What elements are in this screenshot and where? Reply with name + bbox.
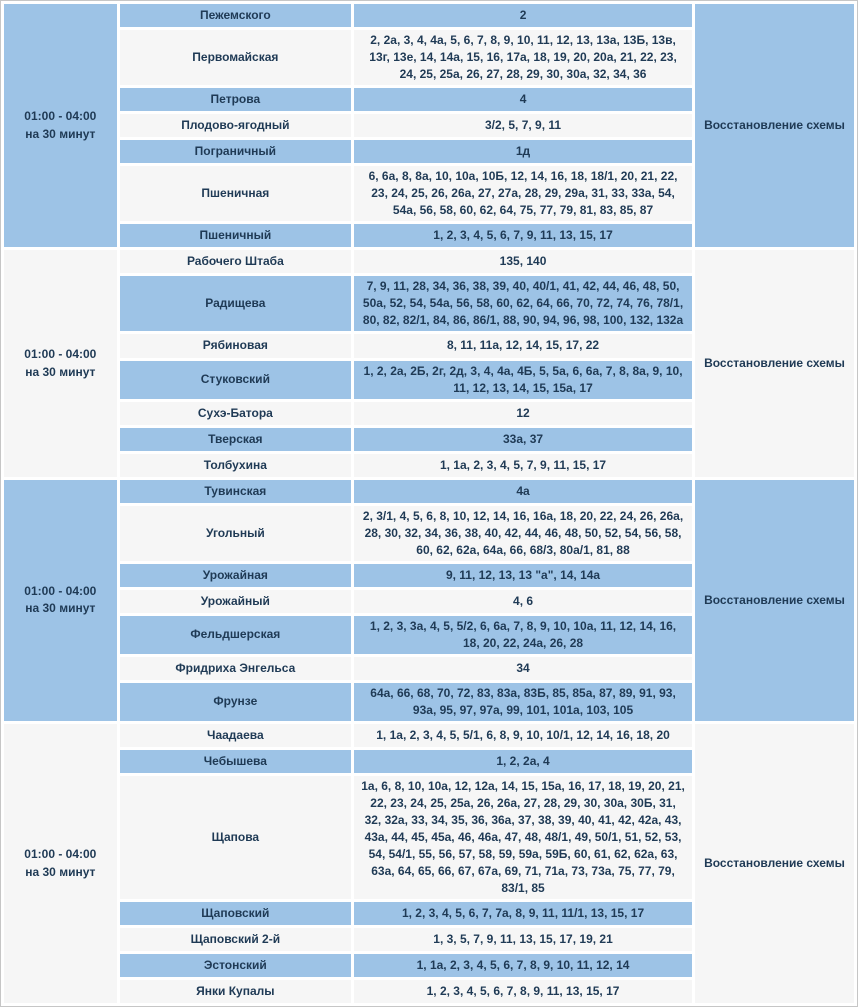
street-cell: Плодово-ягодный xyxy=(120,114,351,137)
houses-cell: 1, 2, 3, 4, 5, 6, 7, 8, 9, 11, 13, 15, 17 xyxy=(354,980,692,1003)
street-cell: Толбухина xyxy=(120,454,351,477)
houses-cell: 64а, 66, 68, 70, 72, 83, 83а, 83Б, 85, 85а, 87, 89, 91, 93, 93а, 95, 97, 97а, 99, 101, 101а, 103, 105 xyxy=(354,683,692,721)
houses-cell: 135, 140 xyxy=(354,250,692,273)
street-cell: Эстонский xyxy=(120,954,351,977)
street-cell: Щапова xyxy=(120,776,351,899)
table-row xyxy=(4,724,854,747)
street-cell: Янки Купалы xyxy=(120,980,351,1003)
time-duration: на 30 минут xyxy=(25,864,96,879)
time-cell xyxy=(4,250,117,476)
houses-cell: 1, 2, 2а, 2Б, 2г, 2д, 3, 4, 4а, 4Б, 5, 5а, 6, 6а, 7, 8, 8а, 9, 10, 11, 12, 13, 14, 15, 15а, 17 xyxy=(354,361,692,399)
street-cell: Тувинская xyxy=(120,480,351,503)
street-cell: Пежемского xyxy=(120,4,351,27)
restore-cell: Восстановление схемы xyxy=(695,724,854,1003)
time-range: 01:00 - 04:00 xyxy=(24,347,97,362)
restore-cell: Восстановление схемы xyxy=(695,480,854,721)
time-duration: на 30 минут xyxy=(25,126,96,141)
time-range: 01:00 - 04:00 xyxy=(24,583,97,598)
street-cell: Стуковский xyxy=(120,361,351,399)
houses-cell: 1а, 6, 8, 10, 10а, 12, 12а, 14, 15, 15а, 16, 17, 18, 19, 20, 21, 22, 23, 24, 25, 25а, 26, 26а, 27, 28, 29, 30, 30а, 30Б, 31, 32, 32а, 33, 34, 35, 36, 36а, 37, 38, 39, 40, 41, 42, 42а, 43, 43а, 44, 45, 45а, 46, 46а, 47, 48, 48/1, 49, 50/1, 51, 52, 53, 54, 54/1, 55, 56, 57, 58, 59, 59а, 59Б, 60, 61, 62, 62а, 63, 63а, 64, 65, 66, 67, 67а, 69, 71, 71а, 73, 73а, 75, 77, 79, 83/1, 85 xyxy=(354,776,692,899)
restore-cell: Восстановление схемы xyxy=(695,250,854,476)
street-cell: Щаповский 2-й xyxy=(120,928,351,951)
houses-cell: 1, 1а, 2, 3, 4, 5, 5/1, 6, 8, 9, 10, 10/1, 12, 14, 16, 18, 20 xyxy=(354,724,692,747)
houses-cell: 1, 2, 2а, 4 xyxy=(354,750,692,773)
street-cell: Пограничный xyxy=(120,140,351,163)
houses-cell: 1, 2, 3, 4, 5, 6, 7, 9, 11, 13, 15, 17 xyxy=(354,224,692,247)
table-row xyxy=(4,480,854,503)
houses-cell: 3/2, 5, 7, 9, 11 xyxy=(354,114,692,137)
houses-cell: 7, 9, 11, 28, 34, 36, 38, 39, 40, 40/1, 41, 42, 44, 46, 48, 50, 50а, 52, 54, 54а, 56, 58, 60, 62, 64, 66, 70, 72, 74, 76, 78/1, 80, 82, 82/1, 84, 86, 86/1, 88, 90, 94, 96, 98, 100, 132, 132а xyxy=(354,276,692,331)
street-cell: Рябиновая xyxy=(120,334,351,357)
houses-cell: 2 xyxy=(354,4,692,27)
street-cell: Фельдшерская xyxy=(120,616,351,654)
houses-cell: 1д xyxy=(354,140,692,163)
houses-cell: 4а xyxy=(354,480,692,503)
street-cell: Чебышева xyxy=(120,750,351,773)
houses-cell: 4, 6 xyxy=(354,590,692,613)
houses-cell: 2, 2а, 3, 4, 4а, 5, 6, 7, 8, 9, 10, 11, 12, 13, 13а, 13Б, 13в, 13г, 13е, 14, 14а, 15, 16, 17а, 18, 19, 20, 20а, 21, 22, 23, 24, 25, 25а, 26, 27, 28, 29, 30, 30а, 32, 34, 36 xyxy=(354,30,692,85)
houses-cell: 6, 6а, 8, 8а, 10, 10а, 10Б, 12, 14, 16, 18, 18/1, 20, 21, 22, 23, 24, 25, 26, 26а, 27, 27а, 28, 29, 29а, 31, 33, 33а, 54, 54а, 56, 58, 60, 62, 64, 75, 77, 79, 81, 83, 85, 87 xyxy=(354,166,692,221)
table-row xyxy=(4,250,854,273)
street-cell: Тверская xyxy=(120,428,351,451)
street-cell: Щаповский xyxy=(120,902,351,925)
time-range: 01:00 - 04:00 xyxy=(24,847,97,862)
houses-cell: 1, 3, 5, 7, 9, 11, 13, 15, 17, 19, 21 xyxy=(354,928,692,951)
houses-cell: 1, 2, 3, 3а, 4, 5, 5/2, 6, 6а, 7, 8, 9, 10, 10а, 11, 12, 14, 16, 18, 20, 22, 24а, 26, 28 xyxy=(354,616,692,654)
street-cell: Пшеничная xyxy=(120,166,351,221)
time-cell xyxy=(4,480,117,721)
street-cell: Чаадаева xyxy=(120,724,351,747)
street-cell: Угольный xyxy=(120,506,351,561)
houses-cell: 12 xyxy=(354,402,692,425)
table-row xyxy=(4,4,854,27)
houses-cell: 4 xyxy=(354,88,692,111)
houses-cell: 33а, 37 xyxy=(354,428,692,451)
houses-cell: 1, 1а, 2, 3, 4, 5, 6, 7, 8, 9, 10, 11, 12, 14 xyxy=(354,954,692,977)
time-duration: на 30 минут xyxy=(25,364,96,379)
street-cell: Петрова xyxy=(120,88,351,111)
time-cell xyxy=(4,4,117,247)
street-cell: Фридриха Энгельса xyxy=(120,657,351,680)
houses-cell: 2, 3/1, 4, 5, 6, 8, 10, 12, 14, 16, 16а, 18, 20, 22, 24, 26, 26а, 28, 30, 32, 34, 36, 38, 40, 42, 44, 46, 48, 50, 52, 54, 56, 58, 60, 62, 62а, 64а, 66, 68/3, 80а/1, 81, 88 xyxy=(354,506,692,561)
street-cell: Первомайская xyxy=(120,30,351,85)
street-cell: Урожайный xyxy=(120,590,351,613)
houses-cell: 8, 11, 11а, 12, 14, 15, 17, 22 xyxy=(354,334,692,357)
restore-cell: Восстановление схемы xyxy=(695,4,854,247)
houses-cell: 34 xyxy=(354,657,692,680)
houses-cell: 1, 1а, 2, 3, 4, 5, 7, 9, 11, 15, 17 xyxy=(354,454,692,477)
street-cell: Фрунзе xyxy=(120,683,351,721)
time-range: 01:00 - 04:00 xyxy=(24,109,97,124)
time-cell xyxy=(4,724,117,1003)
street-cell: Пшеничный xyxy=(120,224,351,247)
street-cell: Рабочего Штаба xyxy=(120,250,351,273)
houses-cell: 9, 11, 12, 13, 13 "а", 14, 14а xyxy=(354,564,692,587)
street-cell: Урожайная xyxy=(120,564,351,587)
time-duration: на 30 минут xyxy=(25,601,96,616)
houses-cell: 1, 2, 3, 4, 5, 6, 7, 7а, 8, 9, 11, 11/1, 13, 15, 17 xyxy=(354,902,692,925)
street-cell: Радищева xyxy=(120,276,351,331)
street-cell: Сухэ-Батора xyxy=(120,402,351,425)
